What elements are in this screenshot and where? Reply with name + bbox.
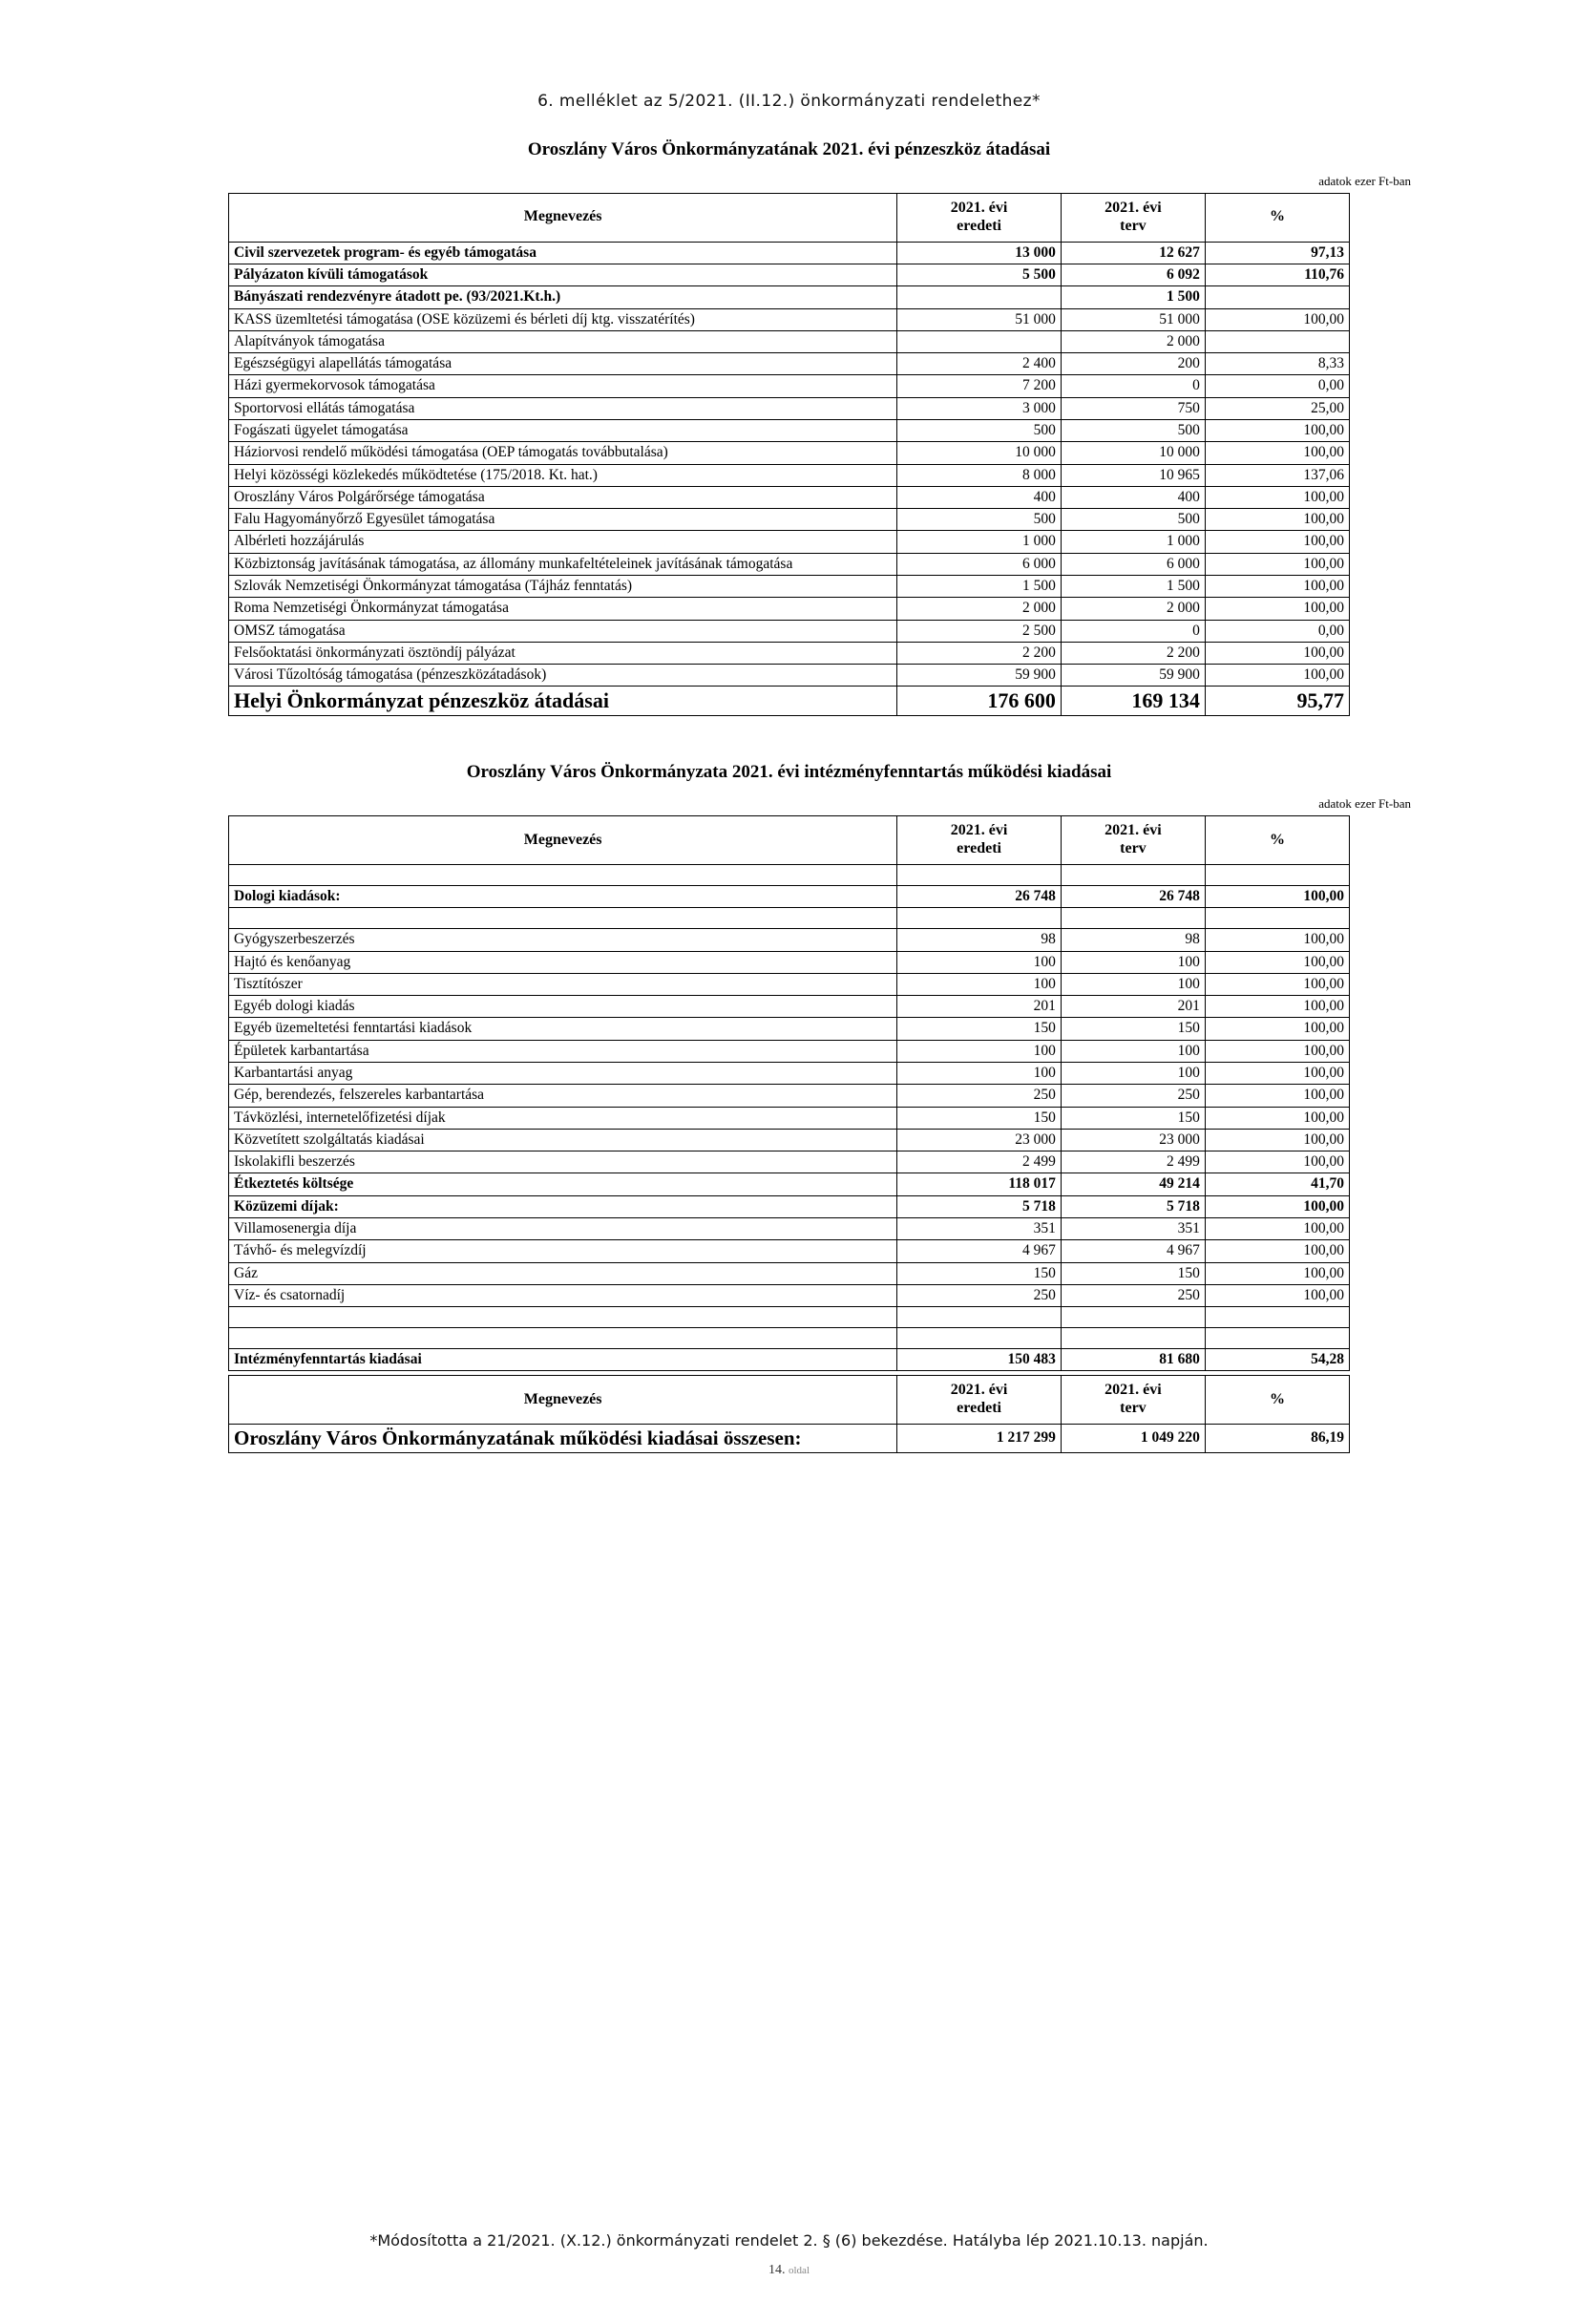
row-value-terv: 51 000 (1061, 308, 1205, 330)
grand-total-label-line1: Oroszlány Város Önkormányzatának működési (234, 1426, 642, 1450)
row-value-terv: 23 000 (1061, 1129, 1205, 1151)
row-value-percent: 100,00 (1205, 531, 1349, 553)
row-value-percent: 100,00 (1205, 1218, 1349, 1240)
row-value-eredeti (897, 908, 1062, 929)
table-row (229, 665, 1350, 687)
row-value-terv: 250 (1061, 1085, 1205, 1107)
row-value-percent: 100,00 (1205, 575, 1349, 597)
table-row (229, 1218, 1350, 1240)
table-row (229, 996, 1350, 1018)
row-label: Falu Hagyományőrző Egyesület támogatása (229, 509, 897, 531)
row-label: KASS üzemltetési támogatása (OSE közüzemi és bérleti díj ktg. visszatérítés) (229, 308, 897, 330)
row-value-eredeti: 150 (897, 1107, 1062, 1129)
section2-title: Oroszlány Város Önkormányzata 2021. évi intézményfenntartás működési kiadásai (466, 762, 1112, 783)
header-text-line2: eredeti (957, 217, 1001, 234)
row-label: Távhő- és melegvízdíj (229, 1240, 897, 1262)
row-value-eredeti: 250 (897, 1085, 1062, 1107)
row-value-eredeti: 6 000 (897, 553, 1062, 575)
row-label: Oroszlány Város Polgárőrsége támogatása (229, 486, 897, 508)
table-row (229, 642, 1350, 664)
row-value-terv: 49 214 (1061, 1173, 1205, 1195)
row-value-percent: 97,13 (1205, 242, 1349, 264)
row-value-eredeti: 4 967 (897, 1240, 1062, 1262)
row-value-eredeti: 51 000 (897, 308, 1062, 330)
row-value-terv: 2 000 (1061, 598, 1205, 620)
row-label: Háziorvosi rendelő működési támogatása (OEP támogatás továbbutalása) (229, 442, 897, 464)
column-header-eredeti (897, 816, 1062, 865)
row-label: Étkeztetés költsége (229, 1173, 897, 1195)
row-label: Helyi közösségi közlekedés működtetése (175/2018. Kt. hat.) (229, 464, 897, 486)
row-label: Gáz (229, 1262, 897, 1284)
table-row (229, 886, 1350, 908)
row-value-percent: 100,00 (1205, 1107, 1349, 1129)
row-value-terv: 500 (1061, 509, 1205, 531)
row-value-eredeti (897, 330, 1062, 352)
document-page (0, 92, 1578, 2324)
row-value-eredeti: 150 (897, 1018, 1062, 1040)
row-label: Közüzemi díjak: (229, 1195, 897, 1217)
table-row (229, 464, 1350, 486)
column-header-percent (1205, 1376, 1349, 1425)
row-label: Gép, berendezés, felszereles karbantartása (229, 1085, 897, 1107)
row-value-terv: 5 718 (1061, 1195, 1205, 1217)
row-value-eredeti: 250 (897, 1284, 1062, 1306)
row-value-terv: 6 000 (1061, 553, 1205, 575)
table-row (229, 1063, 1350, 1085)
column-header-megnevezes (229, 816, 897, 865)
row-value-terv: 6 092 (1061, 264, 1205, 286)
section2-table (228, 815, 1350, 1371)
row-label: Felsőoktatási önkormányzati ösztöndíj pályázat (229, 642, 897, 664)
column-header-terv (1061, 816, 1205, 865)
page-number (0, 2263, 1578, 2278)
row-value-percent: 100,00 (1205, 1040, 1349, 1062)
row-value-eredeti: 100 (897, 973, 1062, 995)
section3-table (228, 1375, 1350, 1453)
row-label (229, 908, 897, 929)
row-value-percent: 100,00 (1205, 1129, 1349, 1151)
row-value-eredeti: 5 500 (897, 264, 1062, 286)
row-value-percent: 41,70 (1205, 1173, 1349, 1195)
table-header-row (229, 816, 1350, 865)
header-text: Megnevezés (523, 1390, 602, 1407)
table-row (229, 908, 1350, 929)
table-row (229, 1085, 1350, 1107)
grand-total-label (229, 1425, 897, 1453)
table-row (229, 598, 1350, 620)
table-row (229, 575, 1350, 597)
table-row (229, 330, 1350, 352)
row-label: Szlovák Nemzetiségi Önkormányzat támogatása (Tájház fenntatás) (229, 575, 897, 597)
row-value-percent: 110,76 (1205, 264, 1349, 286)
grand-total-label-line2: kiadásai összesen: (646, 1426, 802, 1450)
table-row (229, 375, 1350, 397)
row-value-terv: 250 (1061, 1284, 1205, 1306)
row-value-eredeti: 500 (897, 509, 1062, 531)
header-text: % (1269, 208, 1285, 225)
table-row (229, 973, 1350, 995)
table-row (229, 1151, 1350, 1173)
row-label: Civil szervezetek program- és egyéb támogatása (229, 242, 897, 264)
row-value-eredeti: 1 000 (897, 531, 1062, 553)
row-label: Közvetített szolgáltatás kiadásai (229, 1129, 897, 1151)
section2-unit-note: adatok ezer Ft-ban (1318, 796, 1411, 812)
row-value-percent: 8,33 (1205, 353, 1349, 375)
section2-total-row (229, 1349, 1350, 1371)
table-row (229, 1240, 1350, 1262)
row-label: Távközlési, internetelőfizetési díjak (229, 1107, 897, 1129)
row-label: Víz- és csatornadíj (229, 1284, 897, 1306)
row-value-terv (1061, 865, 1205, 886)
row-value-eredeti: 7 200 (897, 375, 1062, 397)
row-value-eredeti: 400 (897, 486, 1062, 508)
table-header-row (229, 194, 1350, 243)
row-value-terv (1061, 1328, 1205, 1349)
page-number-label: oldal (789, 2265, 810, 2276)
table-row (229, 509, 1350, 531)
table-row (229, 420, 1350, 442)
table-row (229, 865, 1350, 886)
column-header-eredeti (897, 1376, 1062, 1425)
row-value-eredeti (897, 286, 1062, 308)
row-value-terv: 1 500 (1061, 575, 1205, 597)
column-header-terv (1061, 194, 1205, 243)
row-value-eredeti: 100 (897, 1040, 1062, 1062)
header-text-line1: 2021. évi (1105, 822, 1162, 839)
row-value-eredeti: 3 000 (897, 397, 1062, 419)
row-label: Épületek karbantartása (229, 1040, 897, 1062)
row-value-percent: 100,00 (1205, 929, 1349, 951)
row-value-terv: 2 200 (1061, 642, 1205, 664)
table-row (229, 929, 1350, 951)
header-text-line2: terv (1120, 217, 1147, 234)
row-value-eredeti: 2 000 (897, 598, 1062, 620)
document-footnote: *Módosította a 21/2021. (X.12.) önkormányzati rendelet 2. § (6) bekezdése. Hatályba lép 2021.10.13. napján. (369, 2231, 1209, 2250)
row-value-percent: 0,00 (1205, 375, 1349, 397)
table-row (229, 1328, 1350, 1349)
table-row (229, 1107, 1350, 1129)
table-row (229, 1040, 1350, 1062)
row-value-percent (1205, 1328, 1349, 1349)
table-row (229, 264, 1350, 286)
total-label: Intézményfenntartás kiadásai (229, 1349, 897, 1371)
row-value-terv: 400 (1061, 486, 1205, 508)
header-text-line1: 2021. évi (1105, 200, 1162, 216)
row-value-terv: 10 965 (1061, 464, 1205, 486)
row-value-percent: 100,00 (1205, 442, 1349, 464)
header-text-line2: eredeti (957, 840, 1001, 857)
row-value-percent: 100,00 (1205, 598, 1349, 620)
row-value-percent: 100,00 (1205, 1284, 1349, 1306)
total-label: Helyi Önkormányzat pénzeszköz átadásai (229, 687, 897, 716)
column-header-megnevezes (229, 194, 897, 243)
row-value-percent: 100,00 (1205, 1018, 1349, 1040)
row-value-percent: 100,00 (1205, 973, 1349, 995)
row-value-terv: 26 748 (1061, 886, 1205, 908)
row-label (229, 1328, 897, 1349)
row-value-percent (1205, 330, 1349, 352)
table-row (229, 1129, 1350, 1151)
total-eredeti: 176 600 (897, 687, 1062, 716)
row-value-terv: 750 (1061, 397, 1205, 419)
header-text-line1: 2021. évi (950, 822, 1008, 839)
table-row (229, 308, 1350, 330)
row-label (229, 865, 897, 886)
row-value-eredeti: 2 200 (897, 642, 1062, 664)
row-value-terv: 201 (1061, 996, 1205, 1018)
row-value-eredeti: 100 (897, 1063, 1062, 1085)
row-label: Közbiztonság javításának támogatása, az állomány munkafeltételeinek javításának támogatása (229, 553, 897, 575)
row-value-terv: 0 (1061, 375, 1205, 397)
row-value-percent: 100,00 (1205, 996, 1349, 1018)
column-header-eredeti (897, 194, 1062, 243)
row-value-eredeti: 100 (897, 951, 1062, 973)
row-value-percent: 100,00 (1205, 1195, 1349, 1217)
header-text: % (1269, 831, 1285, 848)
row-value-percent: 100,00 (1205, 1085, 1349, 1107)
row-value-eredeti: 13 000 (897, 242, 1062, 264)
table-row (229, 353, 1350, 375)
header-text-line2: terv (1120, 840, 1147, 857)
row-value-terv: 98 (1061, 929, 1205, 951)
row-label: Pályázaton kívüli támogatások (229, 264, 897, 286)
header-text: Megnevezés (523, 208, 602, 225)
row-value-terv (1061, 908, 1205, 929)
row-label: Bányászati rendezvényre átadott pe. (93/2021.Kt.h.) (229, 286, 897, 308)
row-value-terv: 150 (1061, 1018, 1205, 1040)
table-row (229, 553, 1350, 575)
row-label: Karbantartási anyag (229, 1063, 897, 1085)
row-label: Iskolakifli beszerzés (229, 1151, 897, 1173)
table-header-row (229, 1376, 1350, 1425)
row-value-terv: 0 (1061, 620, 1205, 642)
section1-unit-note: adatok ezer Ft-ban (1318, 174, 1411, 188)
section1-table (228, 193, 1350, 716)
row-value-terv: 2 000 (1061, 330, 1205, 352)
row-value-percent: 137,06 (1205, 464, 1349, 486)
column-header-megnevezes (229, 1376, 897, 1425)
header-text-line2: terv (1120, 1400, 1147, 1417)
row-label: OMSZ támogatása (229, 620, 897, 642)
row-value-terv: 1 500 (1061, 286, 1205, 308)
row-label: Városi Tűzoltóság támogatása (pénzeszközátadások) (229, 665, 897, 687)
grand-total-percent: 86,19 (1205, 1425, 1349, 1453)
table-row (229, 1173, 1350, 1195)
grand-total-row (229, 1425, 1350, 1453)
row-value-terv: 100 (1061, 951, 1205, 973)
section1-title: Oroszlány Város Önkormányzatának 2021. évi pénzeszköz átadásai (527, 139, 1051, 159)
row-label: Albérleti hozzájárulás (229, 531, 897, 553)
table-row (229, 242, 1350, 264)
row-value-percent (1205, 865, 1349, 886)
row-value-eredeti: 5 718 (897, 1195, 1062, 1217)
row-value-percent (1205, 908, 1349, 929)
row-value-terv: 10 000 (1061, 442, 1205, 464)
row-value-percent (1205, 286, 1349, 308)
row-value-percent: 100,00 (1205, 642, 1349, 664)
row-label: Gyógyszerbeszerzés (229, 929, 897, 951)
table-row (229, 1018, 1350, 1040)
row-label: Hajtó és kenőanyag (229, 951, 897, 973)
row-value-percent: 100,00 (1205, 1262, 1349, 1284)
row-value-percent: 100,00 (1205, 509, 1349, 531)
header-text-line1: 2021. évi (1105, 1382, 1162, 1399)
table-row (229, 397, 1350, 419)
table-row (229, 620, 1350, 642)
header-text: Megnevezés (523, 831, 602, 848)
table-row (229, 1262, 1350, 1284)
header-text-line2: eredeti (957, 1400, 1001, 1417)
row-value-terv: 12 627 (1061, 242, 1205, 264)
row-value-terv: 100 (1061, 1040, 1205, 1062)
row-value-percent: 100,00 (1205, 420, 1349, 442)
row-value-eredeti: 150 (897, 1262, 1062, 1284)
row-value-eredeti (897, 1307, 1062, 1328)
header-text: % (1269, 1390, 1285, 1407)
row-value-terv: 100 (1061, 973, 1205, 995)
row-label: Dologi kiadások: (229, 886, 897, 908)
row-label: Házi gyermekorvosok támogatása (229, 375, 897, 397)
row-value-terv: 59 900 (1061, 665, 1205, 687)
row-value-percent: 100,00 (1205, 1151, 1349, 1173)
row-value-eredeti: 98 (897, 929, 1062, 951)
row-value-terv: 4 967 (1061, 1240, 1205, 1262)
table-row (229, 951, 1350, 973)
table-row (229, 1307, 1350, 1328)
header-text-line1: 2021. évi (950, 200, 1008, 216)
table-row (229, 531, 1350, 553)
row-value-terv: 200 (1061, 353, 1205, 375)
row-label: Egészségügyi alapellátás támogatása (229, 353, 897, 375)
total-eredeti: 150 483 (897, 1349, 1062, 1371)
grand-total-eredeti: 1 217 299 (897, 1425, 1062, 1453)
row-value-percent: 100,00 (1205, 951, 1349, 973)
row-label: Tisztítószer (229, 973, 897, 995)
row-value-terv: 500 (1061, 420, 1205, 442)
row-label: Alapítványok támogatása (229, 330, 897, 352)
table-row (229, 1195, 1350, 1217)
row-label: Egyéb dologi kiadás (229, 996, 897, 1018)
row-label: Roma Nemzetiségi Önkormányzat támogatása (229, 598, 897, 620)
document-header: 6. melléklet az 5/2021. (II.12.) önkormányzati rendelethez* (537, 92, 1041, 111)
row-value-eredeti: 23 000 (897, 1129, 1062, 1151)
row-value-percent: 100,00 (1205, 665, 1349, 687)
column-header-percent (1205, 194, 1349, 243)
row-value-percent: 100,00 (1205, 553, 1349, 575)
total-percent: 95,77 (1205, 687, 1349, 716)
row-value-eredeti: 2 400 (897, 353, 1062, 375)
column-header-terv (1061, 1376, 1205, 1425)
row-value-percent: 100,00 (1205, 886, 1349, 908)
row-label: Fogászati ügyelet támogatása (229, 420, 897, 442)
total-terv: 169 134 (1061, 687, 1205, 716)
row-value-percent: 100,00 (1205, 486, 1349, 508)
row-value-percent: 100,00 (1205, 1240, 1349, 1262)
row-label: Sportorvosi ellátás támogatása (229, 397, 897, 419)
table-row (229, 1284, 1350, 1306)
row-value-eredeti: 201 (897, 996, 1062, 1018)
row-value-terv: 100 (1061, 1063, 1205, 1085)
row-value-eredeti: 2 500 (897, 620, 1062, 642)
table-row (229, 486, 1350, 508)
row-value-percent: 100,00 (1205, 1063, 1349, 1085)
row-label: Egyéb üzemeltetési fenntartási kiadások (229, 1018, 897, 1040)
column-header-percent (1205, 816, 1349, 865)
row-value-percent: 0,00 (1205, 620, 1349, 642)
row-value-eredeti: 10 000 (897, 442, 1062, 464)
grand-total-terv: 1 049 220 (1061, 1425, 1205, 1453)
section1-total-row (229, 687, 1350, 716)
total-percent: 54,28 (1205, 1349, 1349, 1371)
row-value-percent (1205, 1307, 1349, 1328)
row-value-terv: 2 499 (1061, 1151, 1205, 1173)
row-label (229, 1307, 897, 1328)
row-value-terv: 150 (1061, 1107, 1205, 1129)
row-value-eredeti (897, 1328, 1062, 1349)
row-label: Villamosenergia díja (229, 1218, 897, 1240)
row-value-eredeti: 59 900 (897, 665, 1062, 687)
row-value-percent: 25,00 (1205, 397, 1349, 419)
page-number-value: 14. (768, 2263, 786, 2277)
table-row (229, 442, 1350, 464)
total-terv: 81 680 (1061, 1349, 1205, 1371)
row-value-eredeti (897, 865, 1062, 886)
row-value-eredeti: 500 (897, 420, 1062, 442)
row-value-percent: 100,00 (1205, 308, 1349, 330)
row-value-terv (1061, 1307, 1205, 1328)
table-row (229, 286, 1350, 308)
row-value-eredeti: 8 000 (897, 464, 1062, 486)
row-value-eredeti: 351 (897, 1218, 1062, 1240)
header-text-line1: 2021. évi (950, 1382, 1008, 1399)
row-value-terv: 351 (1061, 1218, 1205, 1240)
row-value-eredeti: 2 499 (897, 1151, 1062, 1173)
row-value-eredeti: 26 748 (897, 886, 1062, 908)
row-value-eredeti: 1 500 (897, 575, 1062, 597)
row-value-eredeti: 118 017 (897, 1173, 1062, 1195)
row-value-terv: 1 000 (1061, 531, 1205, 553)
row-value-terv: 150 (1061, 1262, 1205, 1284)
